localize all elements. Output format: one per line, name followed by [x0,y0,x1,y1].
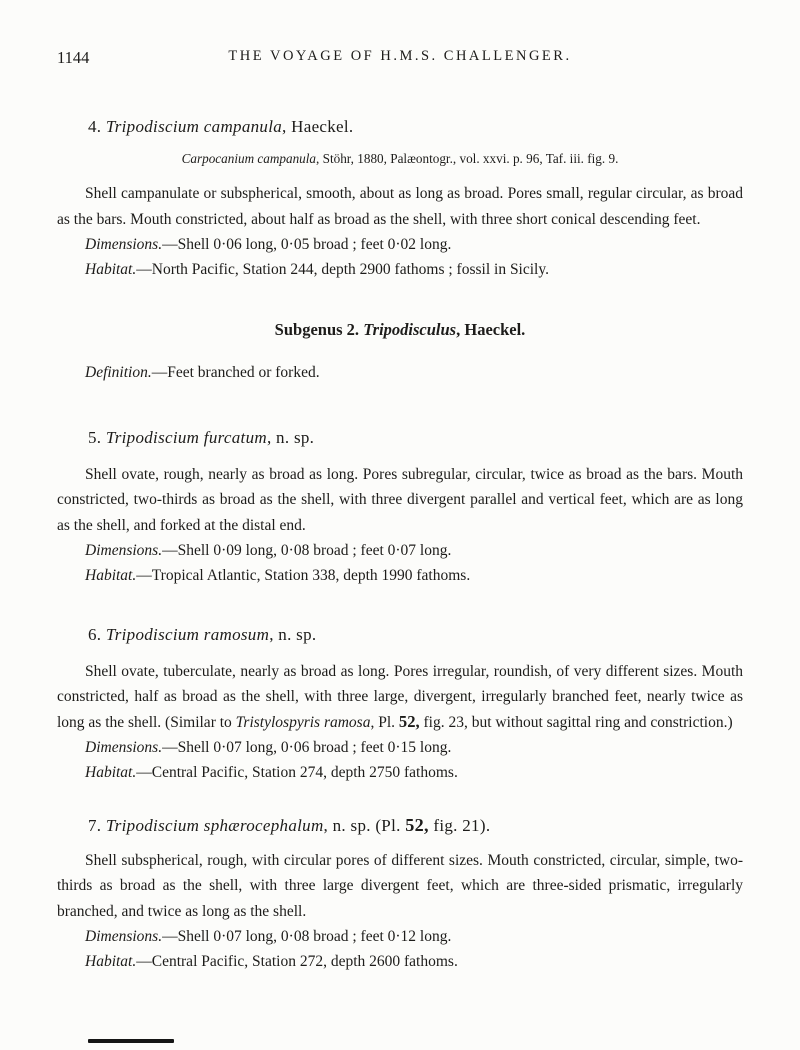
section-7 [57,815,743,974]
description-text: Shell subspherical, rough, with circular pores of different sizes. Mouth constricted, circular, simple, two-thirds as broad as the shell, with three large divergent feet, which are three-sided prismatic, irregularly branched, and twice as long as the shell. [57,852,743,920]
habitat-line [57,760,743,785]
section-number: 5. [88,428,106,447]
species-name: Tripodiscium ramosum [105,625,270,644]
habitat-value: —Central Pacific, Station 274, depth 2750 fathoms. [136,764,458,781]
subgenus-name: Tripodisculus [363,320,457,339]
section-number: 6. [88,625,106,644]
dimensions-value: —Shell 0·09 long, 0·08 broad ; feet 0·07 long. [162,542,452,559]
section-4 [57,116,743,282]
habitat-label: Habitat. [85,567,137,584]
description-paragraph [57,848,743,924]
species-name: Tripodiscium campanula [105,117,283,136]
description-paragraph [57,462,743,538]
page-number: 1144 [57,48,90,67]
description-text: Shell ovate, tuberculate, nearly as broad as long. Pores irregular, roundish, of very different sizes. Mouth constricted, half as broad as the shell, with three large, divergent, irregularly branched feet, nearly twice as long as the shell. (Similar to [57,663,743,731]
synonymy-citation [57,151,743,167]
description-plate-number: 52, [398,712,420,731]
habitat-label: Habitat. [85,764,137,781]
subgenus-suffix: , Haeckel. [456,320,526,339]
dimensions-label: Dimensions. [85,739,163,756]
habitat-value: —North Pacific, Station 244, depth 2900 fathoms ; fossil in Sicily. [136,261,549,278]
heading-tail: , n. sp. (Pl. [323,816,406,835]
species-name: Tripodiscium furcatum [105,428,267,447]
section-number: 7. [88,816,106,835]
subgenus-heading [57,320,743,340]
habitat-value: —Tropical Atlantic, Station 338, depth 1990 fathoms. [136,567,471,584]
dimensions-value: —Shell 0·06 long, 0·05 broad ; feet 0·02 long. [162,236,452,253]
section-6 [57,624,743,785]
section-heading [88,624,743,645]
description-text-3: fig. 23, but without sagittal ring and constriction.) [419,714,733,731]
section-heading [88,116,743,137]
heading-tail: , n. sp. [266,428,315,447]
dimensions-value: —Shell 0·07 long, 0·08 broad ; feet 0·12 long. [162,928,452,945]
habitat-line [57,949,743,974]
section-heading [88,815,743,836]
section-heading [88,427,743,448]
dimensions-line [57,735,743,760]
definition-label: Definition. [85,364,152,381]
heading-tail: , Haeckel. [282,117,354,136]
definition-text: —Feet branched or forked. [151,364,320,381]
description-paragraph [57,659,743,735]
dimensions-label: Dimensions. [85,542,163,559]
heading-tail-2: fig. 21). [428,816,491,835]
running-title: THE VOYAGE OF H.M.S. CHALLENGER. [228,48,572,64]
citation-reference: , Stöhr, 1880, Palæontogr., vol. xxvi. p. 96, Taf. iii. fig. 9. [316,151,619,166]
habitat-value: —Central Pacific, Station 272, depth 2600 fathoms. [136,953,458,970]
description-text: Shell ovate, rough, nearly as broad as long. Pores subregular, circular, twice as broad as the bars. Mouth constricted, two-thirds as broad as the shell, with three divergent parallel and vertical feet, which are as long as the shell, and forked at the distal end. [57,466,743,534]
description-paragraph [57,181,743,232]
dimensions-value: —Shell 0·07 long, 0·06 broad ; feet 0·15 long. [162,739,452,756]
section-5 [57,427,743,588]
dimensions-line [57,232,743,257]
dimensions-label: Dimensions. [85,928,163,945]
habitat-label: Habitat. [85,953,137,970]
heading-plate-number: 52, [405,815,429,835]
definition-line [57,360,743,385]
citation-species: Carpocanium campanula [181,151,317,166]
dimensions-label: Dimensions. [85,236,163,253]
habitat-line [57,257,743,282]
description-italic: Tristylospyris ramosa [235,714,371,731]
description-text: Shell campanulate or subspherical, smooth, about as long as broad. Pores small, regular circular, as broad as the bars. Mouth constricted, about half as broad as the shell, with three short conical descending feet. [57,185,743,228]
habitat-label: Habitat. [85,261,137,278]
heading-tail: , n. sp. [269,625,317,644]
dimensions-line [57,924,743,949]
species-name: Tripodiscium sphærocephalum [105,816,324,835]
section-number: 4. [88,117,106,136]
page-header [57,48,743,70]
dimensions-line [57,538,743,563]
habitat-line [57,563,743,588]
subgenus-prefix: Subgenus 2. [274,320,364,339]
description-text-2: , Pl. [370,714,399,731]
scan-artifact [88,1039,174,1043]
